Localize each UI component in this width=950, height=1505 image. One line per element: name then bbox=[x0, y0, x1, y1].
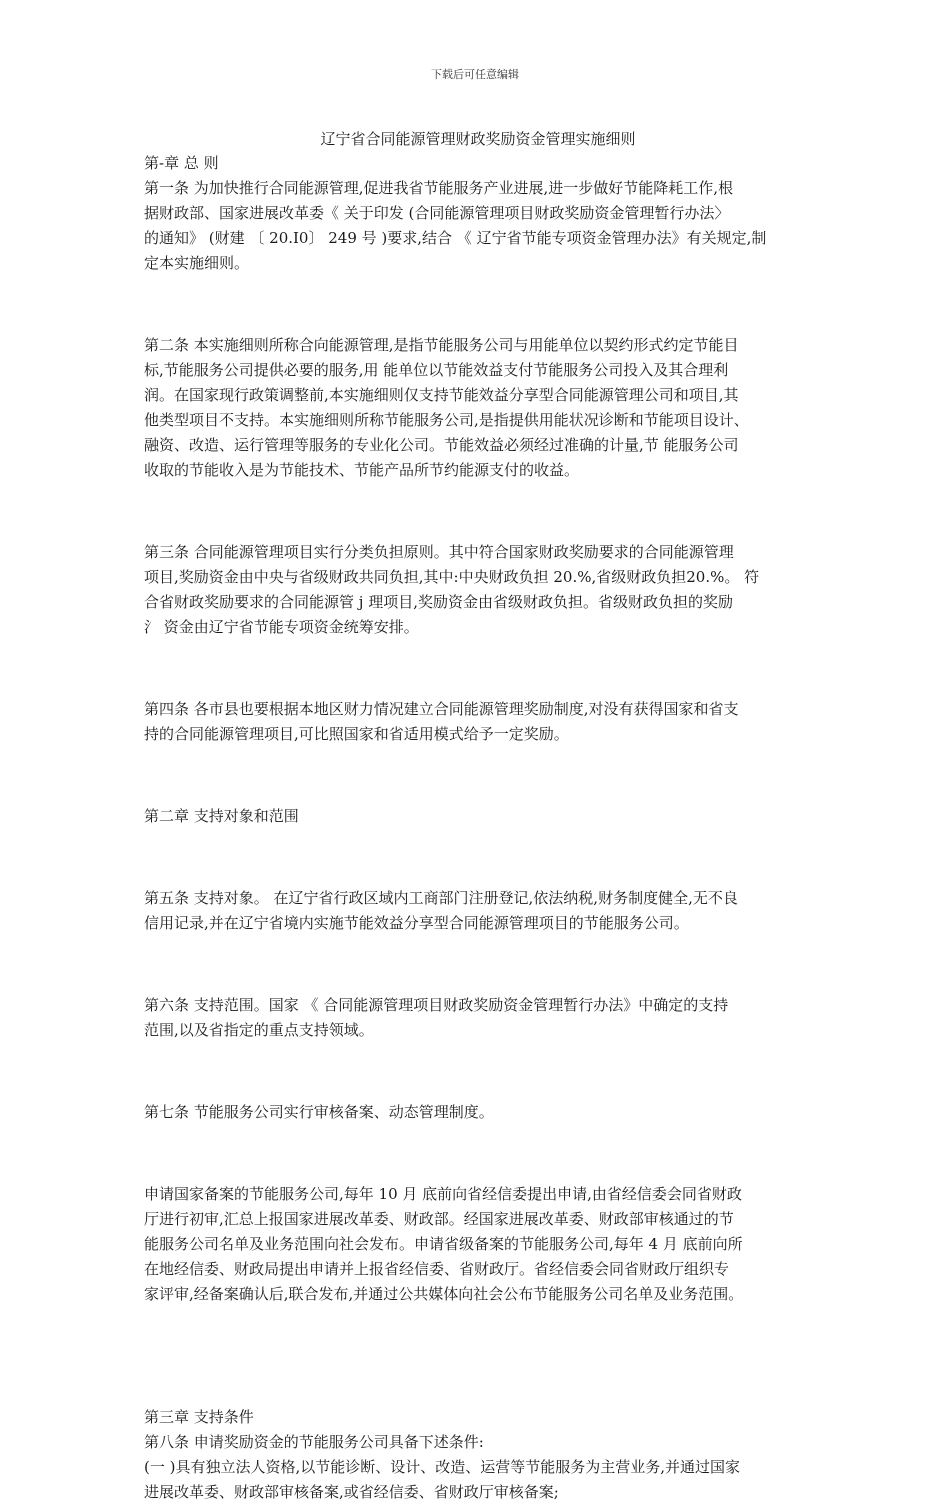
text-line: (一 )具有独立法人资格,以节能诊断、设计、改造、运营等节能服务为主营业务,并通过国家 bbox=[144, 1458, 741, 1476]
header-note: 下载后可任意编辑 bbox=[431, 68, 519, 81]
text-line: 持的合同能源管理项目,可比照国家和省适用模式给予一定奖励。 bbox=[144, 725, 569, 743]
blank-line bbox=[144, 292, 812, 317]
text-line: 第二章 支持对象和范围 bbox=[144, 807, 299, 825]
text-line: 申请国家备案的节能服务公司,每年 10 月 底前向省经信委提出申请,由省经信委会同省财政 bbox=[144, 1185, 742, 1203]
blank-line bbox=[144, 1059, 812, 1084]
text-line: 第三条 合同能源管理项目实行分类负担原则。其中符合国家财政奖励要求的合同能源管理 bbox=[144, 543, 734, 561]
text-line: 第八条 申请奖励资金的节能服务公司具备下述条件: bbox=[144, 1433, 484, 1451]
text-line: 进展改革委、财政部审核备案,或省经信委、省财政厅审核备案; bbox=[144, 1483, 559, 1501]
blank-line bbox=[144, 952, 812, 977]
text-line: 融资、改造、运行管理等服务的专业化公司。节能效益必须经过准确的计量,节 能服务公司 bbox=[144, 436, 739, 454]
text-line: 第五条 支持对象。 在辽宁省行政区域内工商部门注册登记,依法纳税,财务制度健全,无不良 bbox=[144, 889, 738, 907]
text-line: 的通知》 (财建 〔 20.I0〕 249 号 )要求,结合 《 辽宁省节能专项资金管理办法》有关规定,制 bbox=[144, 229, 767, 247]
text-line: 信用记录,并在辽宁省境内实施节能效益分享型合同能源管理项目的节能服务公司。 bbox=[144, 914, 689, 932]
text-line: 收取的节能收入是为节能技术、节能产品所节约能源支付的收益。 bbox=[144, 461, 580, 479]
text-line: 定本实施细则。 bbox=[144, 254, 250, 272]
blank-line bbox=[144, 763, 812, 788]
text-line: 第三章 支持条件 bbox=[144, 1408, 254, 1426]
blank-line bbox=[144, 1323, 812, 1348]
text-line: 第四条 各市县也要根据本地区财力情况建立合同能源管理奖励制度,对没有获得国家和省支 bbox=[144, 700, 739, 718]
text-line: 第一条 为加快推行合同能源管理,促进我省节能服务产业进展,进一步做好节能降耗工作,根 bbox=[144, 179, 734, 197]
blank-line bbox=[144, 1364, 812, 1389]
text-line: 厅进行初审,汇总上报国家进展改革委、财政部。经国家进展改革委、财政部审核通过的节 bbox=[144, 1210, 734, 1228]
text-line: 第二条 本实施细则所称合向能源管理,是指节能服务公司与用能单位以契约形式约定节能目 bbox=[144, 336, 739, 354]
text-line: 能服务公司名单及业务范围向社会发布。申请省级备案的节能服务公司,每年 4 月 底前向所 bbox=[144, 1235, 743, 1253]
document-lines bbox=[144, 151, 812, 1505]
text-line: 第六条 支持范围。国家 《 合同能源管理项目财政奖励资金管理暂行办法》中确定的支持 bbox=[144, 996, 729, 1014]
text-line: 标,节能服务公司提供必要的服务,用 能单位以节能效益支付节能服务公司投入及其合理利 bbox=[144, 361, 729, 379]
blank-line bbox=[144, 499, 812, 524]
blank-line bbox=[144, 656, 812, 681]
text-line: 第-章 总 则 bbox=[144, 154, 219, 172]
text-line: 家评审,经备案确认后,联合发布,并通过公共媒体向社会公布节能服务公司名单及业务范围。 bbox=[144, 1285, 744, 1303]
text-line: 项目,奖励资金由中央与省级财政共同负担,其中:中央财政负担 20.%,省级财政负担20.%。 符 bbox=[144, 568, 760, 586]
text-line: 合省财政奖励要求的合同能源管 j 理项目,奖励资金由省级财政负担。省级财政负担的奖励 bbox=[144, 593, 733, 611]
document-body bbox=[144, 127, 812, 1505]
text-line: 在地经信委、财政局提出申请并上报省经信委、省财政厅。省经信委会同省财政厅组织专 bbox=[144, 1260, 730, 1278]
text-line: 润。在国家现行政策调整前,本实施细则仅支持节能效益分享型合同能源管理公司和项目,其 bbox=[144, 386, 739, 404]
blank-line bbox=[144, 845, 812, 870]
text-line: 氵 资金由辽宁省节能专项资金统筹安排。 bbox=[144, 618, 419, 636]
text-line: 他类型项目不支持。本实施细则所称节能服务公司,是指提供用能状况诊断和节能项目设计、 bbox=[144, 411, 749, 429]
text-line: 据财政部、国家进展改革委《 关于印发 (合同能源管理项目财政奖励资金管理暂行办法〉 bbox=[144, 204, 730, 222]
document-title: 辽宁省合同能源管理财政奖励资金管理实施细则 bbox=[320, 130, 636, 148]
text-line: 范围,以及省指定的重点支持领域。 bbox=[144, 1021, 374, 1039]
blank-line bbox=[144, 1141, 812, 1166]
text-line: 第七条 节能服务公司实行审核备案、动态管理制度。 bbox=[144, 1103, 494, 1121]
